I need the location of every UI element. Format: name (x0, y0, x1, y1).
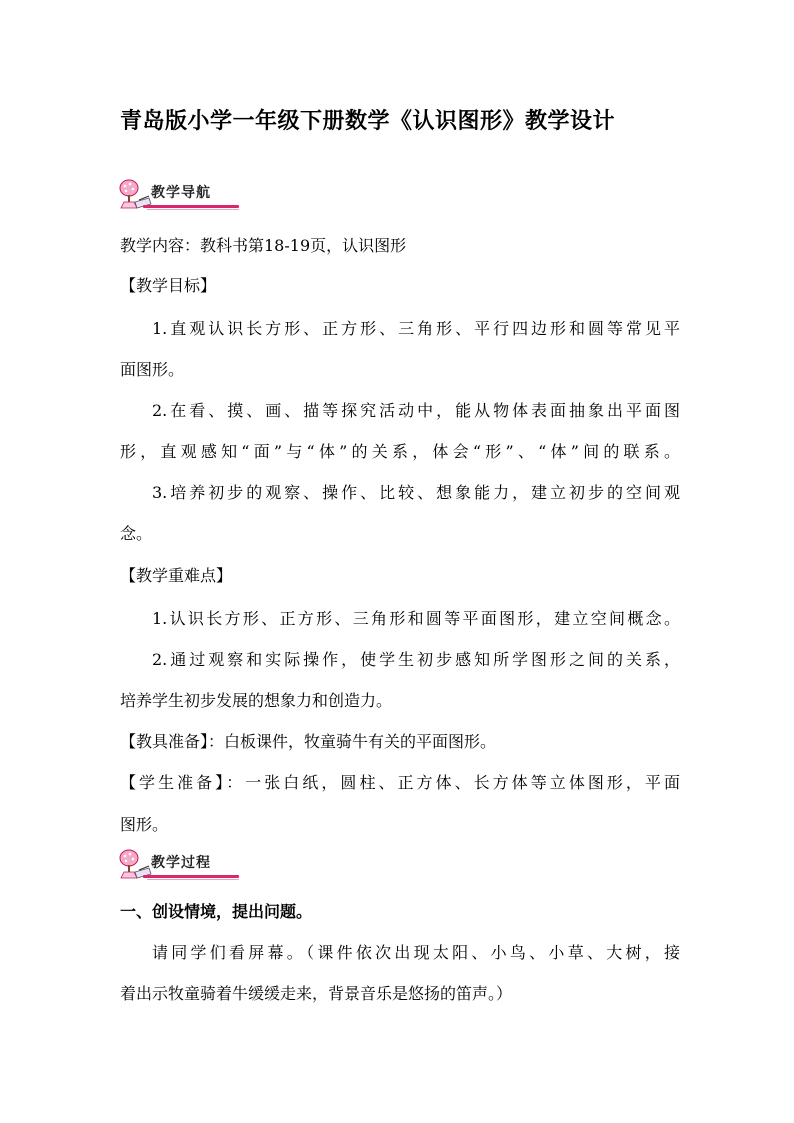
section-banner-process-label: 教学过程 (151, 855, 211, 871)
goal-3-line-1: 3.培养初步的观察、操作、比较、想象能力，建立初步的空间观 (152, 483, 680, 502)
content-line: 教学内容：教科书第18-19页，认识图形 (120, 236, 407, 255)
banner-underline-shadow (147, 879, 239, 880)
goal-3-line-2: 念。 (120, 524, 153, 543)
banner-underline (143, 205, 239, 208)
goals-heading: 【教学目标】 (120, 276, 217, 295)
key-points-heading: 【教学重难点】 (120, 566, 233, 585)
banner-underline-shadow (147, 209, 239, 210)
goal-2-line-1: 2.在看、摸、画、描等探究活动中，能从物体表面抽象出平面图 (152, 401, 680, 420)
banner-underline (143, 875, 239, 878)
key-point-2-line-1: 2.通过观察和实际操作，使学生初步感知所学图形之间的关系， (152, 650, 680, 669)
key-point-1: 1.认识长方形、正方形、三角形和圆等平面图形，建立空间概念。 (152, 609, 680, 628)
section-banner-nav-label: 教学导航 (151, 185, 211, 201)
teacher-prep: 【教具准备】：白板课件，牧童骑牛有关的平面图形。 (120, 732, 497, 751)
student-prep-line-2: 图形。 (120, 815, 169, 834)
document-title: 青岛版小学一年级下册数学《认识图形》教学设计 (120, 108, 616, 134)
step-1-heading: 一、创设情境，提出问题。 (120, 902, 313, 921)
goal-1-line-2: 面图形。 (120, 360, 185, 379)
step-1-line-1: 请同学们看屏幕。（课件依次出现太阳、小鸟、小草、大树，接 (152, 943, 680, 962)
key-point-2-line-2: 培养学生初步发展的想象力和创造力。 (120, 691, 393, 710)
section-banner-nav (117, 178, 241, 214)
step-1-line-2: 着出示牧童骑着牛缓缓走来，背景音乐是悠扬的笛声。） (120, 984, 513, 1003)
section-banner-process (117, 848, 241, 884)
student-prep-line-1: 【学生准备】：一张白纸，圆柱、正方体、长方体等立体图形，平面 (120, 773, 680, 792)
goal-2-line-2: 形，直观感知“面”与“体”的关系，体会“形”、“体”间的联系。 (120, 442, 680, 461)
goal-1-line-1: 1.直观认识长方形、正方形、三角形、平行四边形和圆等常见平 (152, 319, 680, 338)
